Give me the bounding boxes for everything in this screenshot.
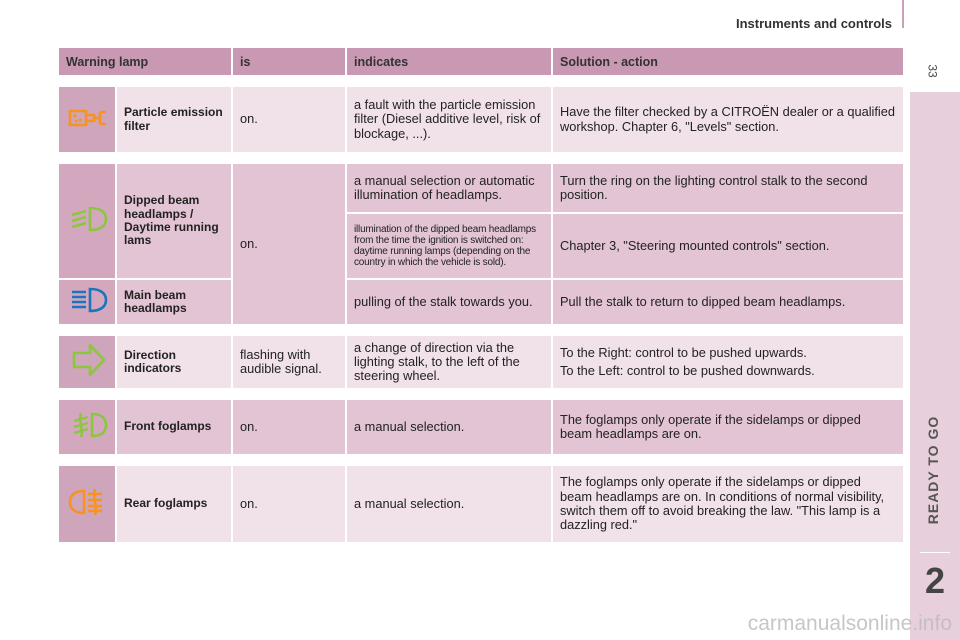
lamp-name-direction: Direction indicators bbox=[116, 335, 232, 389]
dipped-beam-icon-cell bbox=[58, 163, 116, 279]
solution-rear-foglamps: The foglamps only operate if the sidelamps or dipped beam headlamps are on. In conditions of normal visibility, switch them off to avoid breaking the law. "This lamp is a dazzling red." bbox=[552, 465, 904, 543]
page-header-title: Instruments and controls bbox=[735, 16, 892, 31]
direction-arrow-icon bbox=[66, 341, 110, 382]
front-foglamp-icon bbox=[66, 408, 110, 445]
rear-foglamp-icon bbox=[66, 485, 110, 522]
solution-particle: Have the filter checked by a CITROËN dealer or a qualified workshop. Chapter 6, "Levels" section. bbox=[552, 86, 904, 153]
front-foglamp-icon-cell bbox=[58, 399, 116, 455]
indicates-rear-foglamps: a manual selection. bbox=[346, 465, 552, 543]
main-beam-icon bbox=[66, 283, 110, 320]
chapter-number: 2 bbox=[924, 560, 946, 601]
state-particle: on. bbox=[232, 86, 346, 153]
state-rear-foglamps: on. bbox=[232, 465, 346, 543]
table-row-main-beam bbox=[58, 279, 904, 325]
chapter-side-label: READY TO GO bbox=[925, 415, 941, 525]
solution-main-beam: Pull the stalk to return to dipped beam headlamps. bbox=[552, 279, 904, 325]
column-header-indicates: indicates bbox=[346, 47, 552, 76]
solution-direction-left: To the Left: control to be pushed downwards. bbox=[560, 362, 815, 378]
dipped-beam-icon bbox=[66, 202, 110, 239]
indicates-dipped-manual: a manual selection or automatic illumination of headlamps. bbox=[346, 163, 552, 213]
header-divider bbox=[902, 0, 904, 28]
indicates-direction: a change of direction via the lighting stalk, to the left of the steering wheel. bbox=[346, 335, 552, 389]
particle-filter-icon bbox=[66, 101, 110, 138]
indicates-front-foglamps: a manual selection. bbox=[346, 399, 552, 455]
side-divider bbox=[920, 552, 950, 553]
table-row-direction bbox=[58, 335, 904, 389]
solution-direction bbox=[552, 335, 904, 389]
state-direction: flashing with audible signal. bbox=[232, 335, 346, 389]
chapter-side-tab bbox=[910, 92, 960, 640]
page-number: 33 bbox=[925, 64, 940, 78]
solution-dipped-daytime: Chapter 3, "Steering mounted controls" section. bbox=[552, 213, 904, 279]
lamp-name-rear-foglamps: Rear foglamps bbox=[116, 465, 232, 543]
solution-direction-right: To the Right: control to be pushed upwards. bbox=[560, 345, 807, 361]
table-row-dipped-beam-1 bbox=[58, 163, 904, 213]
main-beam-icon-cell bbox=[58, 279, 116, 325]
column-header-warning-lamp: Warning lamp bbox=[58, 47, 232, 76]
indicates-dipped-daytime: illumination of the dipped beam headlamps from the time the ignition is switched on: daytime running lamps (depending on the country in which the vehicle is sold). bbox=[346, 213, 552, 279]
indicates-particle: a fault with the particle emission filter (Diesel additive level, risk of blockage, ...). bbox=[346, 86, 552, 153]
rear-foglamp-icon-cell bbox=[58, 465, 116, 543]
warning-lamps-table bbox=[57, 46, 905, 544]
table-row-rear-foglamps bbox=[58, 465, 904, 543]
indicates-main-beam: pulling of the stalk towards you. bbox=[346, 279, 552, 325]
watermark: carmanualsonline.info bbox=[747, 612, 952, 635]
state-dipped-main: on. bbox=[232, 163, 346, 325]
lamp-name-main-beam: Main beam headlamps bbox=[116, 279, 232, 325]
solution-front-foglamps: The foglamps only operate if the sidelamps or dipped beam headlamps are on. bbox=[552, 399, 904, 455]
lamp-name-particle: Particle emission filter bbox=[116, 86, 232, 153]
solution-dipped-manual: Turn the ring on the lighting control stalk to the second position. bbox=[552, 163, 904, 213]
lamp-name-front-foglamps: Front foglamps bbox=[116, 399, 232, 455]
state-front-foglamps: on. bbox=[232, 399, 346, 455]
table-row-front-foglamps bbox=[58, 399, 904, 455]
column-header-is: is bbox=[232, 47, 346, 76]
direction-icon-cell bbox=[58, 335, 116, 389]
table-row-particle-filter bbox=[58, 86, 904, 153]
column-header-solution: Solution - action bbox=[552, 47, 904, 76]
table-header-row bbox=[58, 47, 904, 76]
lamp-name-dipped-beam: Dipped beam headlamps / Daytime running lams bbox=[116, 163, 232, 279]
particle-filter-icon-cell bbox=[58, 86, 116, 153]
